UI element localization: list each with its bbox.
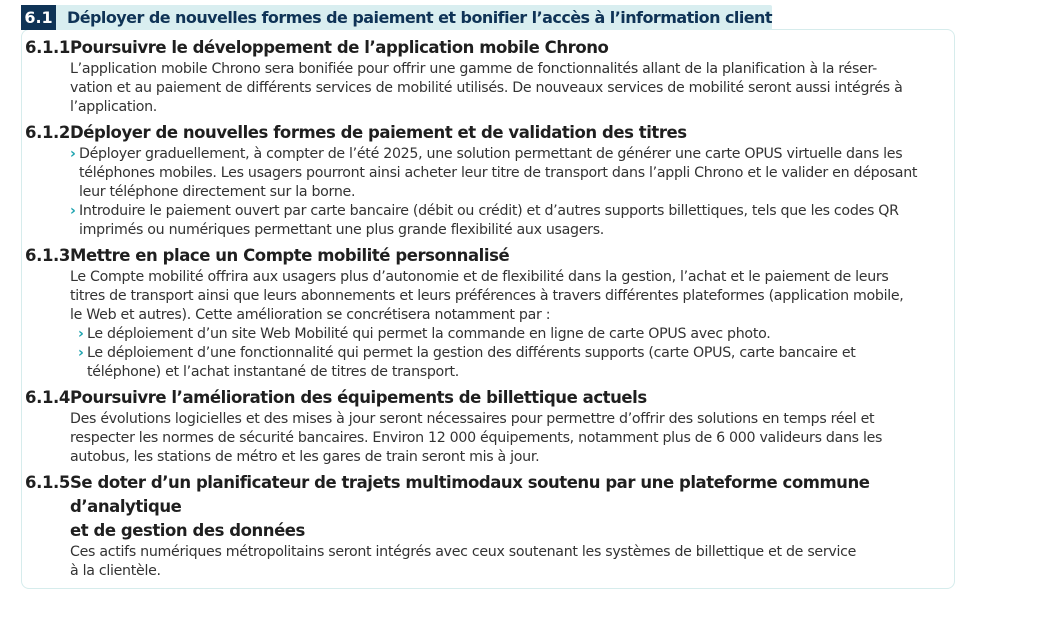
document-content	[25, 36, 945, 581]
section-header	[21, 5, 772, 30]
subsection-6-1-5	[25, 471, 945, 581]
body-line: vation et au paiement de différents services de mobilité utilisés. De nouveaux services de mobilité seront aussi intégrés à	[70, 80, 903, 96]
subsection-6-1-2	[25, 121, 945, 240]
body-line: leur téléphone directement sur la borne.	[79, 184, 356, 200]
section-title: Déployer de nouvelles formes de paiement et bonifier l’accès à l’information client	[66, 8, 772, 27]
subsection-6-1-3	[25, 244, 945, 382]
subsection-number: 6.1.1	[25, 38, 70, 57]
subsection-number: 6.1.3	[25, 246, 70, 265]
subsection-title: Se doter d’un planificateur de trajets multimodaux soutenu par une plateforme commune d’analytique	[70, 473, 870, 516]
body-line: Introduire le paiement ouvert par carte bancaire (débit ou crédit) et d’autres supports billettiques, tels que les codes QR	[79, 203, 899, 219]
chevron-bullet-icon: ›	[70, 203, 76, 219]
subsection-6-1-4	[25, 386, 945, 467]
body-line: imprimés ou numériques permettant une plus grande flexibilité aux usagers.	[79, 222, 605, 238]
subsection-number: 6.1.2	[25, 123, 70, 142]
subsection-title: et de gestion des données	[70, 521, 305, 540]
body-line: téléphones mobiles. Les usagers pourront ainsi acheter leur titre de transport dans l’appli Chrono et le valider en déposant	[79, 165, 918, 181]
body-line: à la clientèle.	[70, 563, 161, 579]
bullet-item	[70, 202, 945, 240]
body-line: Le déploiement d’un site Web Mobilité qui permet la commande en ligne de carte OPUS avec photo.	[87, 326, 771, 342]
subsection-title: Mettre en place un Compte mobilité personnalisé	[70, 246, 510, 265]
body-line: Le Compte mobilité offrira aux usagers plus d’autonomie et de flexibilité dans la gestion, l’achat et le paiement de leurs	[70, 269, 889, 285]
bullet-item	[78, 325, 945, 344]
body-line: téléphone) et l’achat instantané de titres de transport.	[87, 364, 459, 380]
chevron-bullet-icon: ›	[78, 326, 84, 342]
subsection-body	[70, 145, 945, 240]
body-line: L’application mobile Chrono sera bonifiée pour offrir une gamme de fonctionnalités allant de la planification à la réser-	[70, 61, 877, 77]
body-line: le Web et autres). Cette amélioration se concrétisera notamment par :	[70, 307, 551, 323]
body-line: Ces actifs numériques métropolitains seront intégrés avec ceux soutenant les systèmes de billettique et de service	[70, 544, 857, 560]
body-line: titres de transport ainsi que leurs abonnements et leurs préférences à travers différentes plateformes (application mobile,	[70, 288, 904, 304]
subsection-body	[70, 268, 945, 382]
body-line: Des évolutions logicielles et des mises à jour seront nécessaires pour permettre d’offrir des solutions en temps réel et	[70, 411, 875, 427]
body-line: autobus, les stations de métro et les gares de train seront mis à jour.	[70, 449, 540, 465]
subsection-body	[70, 543, 945, 581]
bullet-item	[78, 344, 945, 382]
section-number-badge: 6.1	[21, 5, 56, 30]
chevron-bullet-icon: ›	[78, 345, 84, 361]
body-line: respecter les normes de sécurité bancaires. Environ 12 000 équipements, notamment plus de 6 000 valideurs dans les	[70, 430, 883, 446]
subsection-title: Déployer de nouvelles formes de paiement et de validation des titres	[70, 123, 687, 142]
subsection-number: 6.1.5	[25, 473, 70, 492]
body-line: l’application.	[70, 99, 158, 115]
subsection-number: 6.1.4	[25, 388, 70, 407]
body-line: Le déploiement d’une fonctionnalité qui permet la gestion des différents supports (carte OPUS, carte bancaire et	[87, 345, 856, 361]
bullet-item	[70, 145, 945, 202]
subsection-title: Poursuivre le développement de l’application mobile Chrono	[70, 38, 609, 57]
subsection-6-1-1	[25, 36, 945, 117]
body-line: Déployer graduellement, à compter de l’été 2025, une solution permettant de générer une carte OPUS virtuelle dans les	[79, 146, 903, 162]
subsection-body	[70, 60, 945, 117]
subsection-body	[70, 410, 945, 467]
subsection-title: Poursuivre l’amélioration des équipements de billettique actuels	[70, 388, 647, 407]
chevron-bullet-icon: ›	[70, 146, 76, 162]
